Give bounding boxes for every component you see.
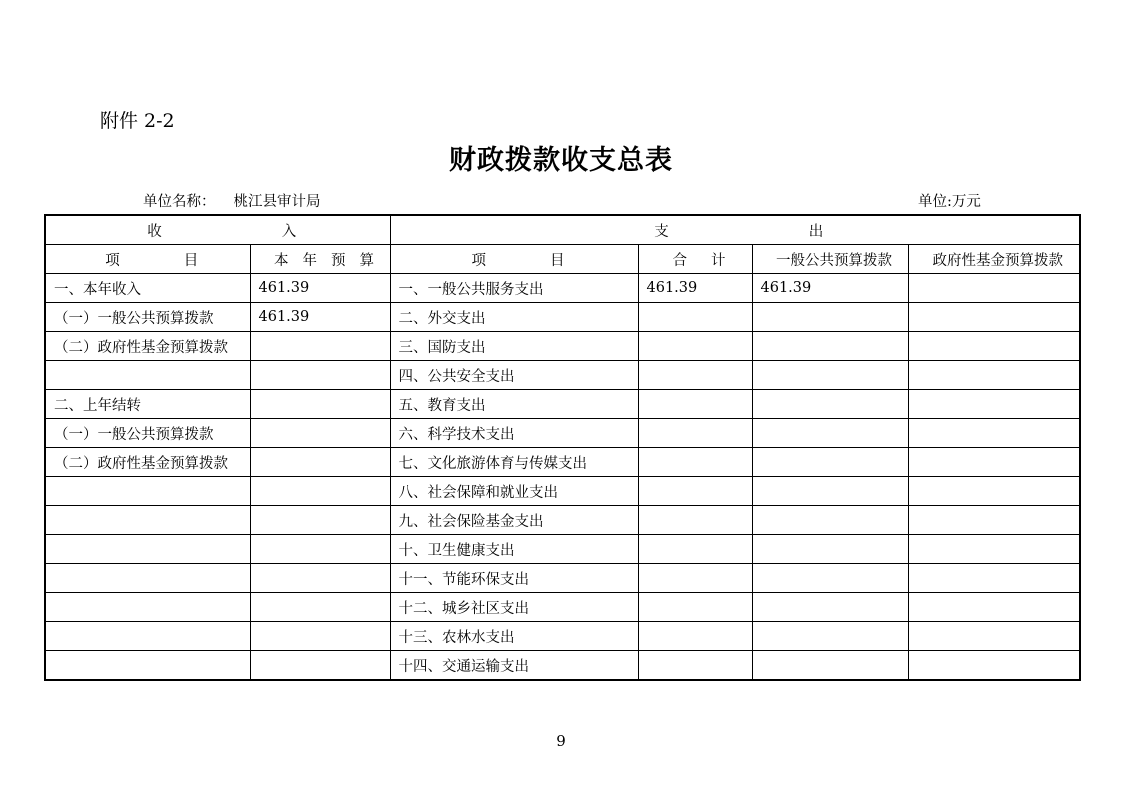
general-budget-header: 一般公共预算拨款 bbox=[752, 245, 908, 274]
expense-item-header: 项 目 bbox=[390, 245, 638, 274]
budget-cell bbox=[250, 506, 390, 535]
general-budget-cell bbox=[752, 332, 908, 361]
unit-name-label: 单位名称： bbox=[143, 194, 216, 210]
budget-cell bbox=[250, 535, 390, 564]
fund-budget-cell bbox=[908, 361, 1080, 390]
total-cell bbox=[638, 390, 752, 419]
budget-cell bbox=[250, 448, 390, 477]
general-budget-cell bbox=[752, 390, 908, 419]
income-item-cell bbox=[45, 593, 250, 622]
budget-cell bbox=[250, 477, 390, 506]
general-budget-cell bbox=[752, 303, 908, 332]
table-row bbox=[45, 274, 1080, 303]
total-cell bbox=[638, 564, 752, 593]
fund-budget-cell bbox=[908, 564, 1080, 593]
unit-name-value: 桃江县审计局 bbox=[233, 194, 321, 210]
income-item-cell bbox=[45, 361, 250, 390]
expense-group-header: 支 出 bbox=[390, 215, 1080, 245]
income-item-cell bbox=[45, 651, 250, 681]
fund-budget-cell bbox=[908, 419, 1080, 448]
total-cell bbox=[638, 593, 752, 622]
expense-item-cell: 六、科学技术支出 bbox=[390, 419, 638, 448]
table-row bbox=[45, 477, 1080, 506]
expense-item-cell: 十二、城乡社区支出 bbox=[390, 593, 638, 622]
general-budget-cell bbox=[752, 448, 908, 477]
budget-cell bbox=[250, 651, 390, 681]
general-budget-cell: 461.39 bbox=[752, 274, 908, 303]
expense-item-cell: 十、卫生健康支出 bbox=[390, 535, 638, 564]
general-budget-cell bbox=[752, 419, 908, 448]
income-item-cell: （一）一般公共预算拨款 bbox=[45, 303, 250, 332]
total-cell bbox=[638, 303, 752, 332]
fund-budget-cell bbox=[908, 477, 1080, 506]
total-cell bbox=[638, 332, 752, 361]
budget-table bbox=[44, 214, 1081, 681]
table-row bbox=[45, 303, 1080, 332]
expense-item-cell: 八、社会保障和就业支出 bbox=[390, 477, 638, 506]
table-row bbox=[45, 564, 1080, 593]
table-row bbox=[45, 593, 1080, 622]
fund-budget-cell bbox=[908, 332, 1080, 361]
expense-item-cell: 二、外交支出 bbox=[390, 303, 638, 332]
general-budget-cell bbox=[752, 622, 908, 651]
expense-item-cell: 五、教育支出 bbox=[390, 390, 638, 419]
expense-item-cell: 九、社会保险基金支出 bbox=[390, 506, 638, 535]
fund-budget-cell bbox=[908, 593, 1080, 622]
income-item-cell: 二、上年结转 bbox=[45, 390, 250, 419]
table-row bbox=[45, 361, 1080, 390]
total-cell bbox=[638, 535, 752, 564]
income-item-header: 项 目 bbox=[45, 245, 250, 274]
income-item-cell: （二）政府性基金预算拨款 bbox=[45, 448, 250, 477]
budget-cell bbox=[250, 332, 390, 361]
general-budget-cell bbox=[752, 506, 908, 535]
total-cell bbox=[638, 419, 752, 448]
table-row bbox=[45, 622, 1080, 651]
page-number: 9 bbox=[556, 732, 566, 750]
fund-budget-cell bbox=[908, 274, 1080, 303]
table-body bbox=[45, 274, 1080, 681]
fund-budget-header: 政府性基金预算拨款 bbox=[908, 245, 1080, 274]
budget-cell: 461.39 bbox=[250, 303, 390, 332]
budget-cell bbox=[250, 622, 390, 651]
budget-header: 本 年 预 算 bbox=[250, 245, 390, 274]
general-budget-cell bbox=[752, 651, 908, 681]
general-budget-cell bbox=[752, 535, 908, 564]
expense-item-cell: 四、公共安全支出 bbox=[390, 361, 638, 390]
table-row bbox=[45, 390, 1080, 419]
expense-item-cell: 十四、交通运输支出 bbox=[390, 651, 638, 681]
budget-cell bbox=[250, 390, 390, 419]
fund-budget-cell bbox=[908, 535, 1080, 564]
income-item-cell bbox=[45, 477, 250, 506]
total-header: 合 计 bbox=[638, 245, 752, 274]
fund-budget-cell bbox=[908, 651, 1080, 681]
general-budget-cell bbox=[752, 593, 908, 622]
table-row bbox=[45, 448, 1080, 477]
budget-cell bbox=[250, 564, 390, 593]
total-cell bbox=[638, 448, 752, 477]
total-cell: 461.39 bbox=[638, 274, 752, 303]
income-item-cell: （二）政府性基金预算拨款 bbox=[45, 332, 250, 361]
fund-budget-cell bbox=[908, 448, 1080, 477]
expense-item-cell: 一、一般公共服务支出 bbox=[390, 274, 638, 303]
fund-budget-cell bbox=[908, 506, 1080, 535]
expense-item-cell: 七、文化旅游体育与传媒支出 bbox=[390, 448, 638, 477]
income-item-cell: （一）一般公共预算拨款 bbox=[45, 419, 250, 448]
expense-item-cell: 十三、农林水支出 bbox=[390, 622, 638, 651]
fund-budget-cell bbox=[908, 390, 1080, 419]
fund-budget-cell bbox=[908, 303, 1080, 332]
total-cell bbox=[638, 361, 752, 390]
expense-item-cell: 三、国防支出 bbox=[390, 332, 638, 361]
table-row bbox=[45, 506, 1080, 535]
unit-measure: 单位:万元 bbox=[918, 194, 981, 210]
attachment-label: 附件 2-2 bbox=[100, 110, 175, 132]
table-row bbox=[45, 535, 1080, 564]
income-group-header: 收 入 bbox=[45, 215, 390, 245]
general-budget-cell bbox=[752, 564, 908, 593]
fund-budget-cell bbox=[908, 622, 1080, 651]
table-row bbox=[45, 332, 1080, 361]
income-item-cell bbox=[45, 535, 250, 564]
income-item-cell bbox=[45, 564, 250, 593]
budget-cell bbox=[250, 361, 390, 390]
table-row bbox=[45, 651, 1080, 681]
budget-cell bbox=[250, 593, 390, 622]
total-cell bbox=[638, 477, 752, 506]
total-cell bbox=[638, 622, 752, 651]
expense-item-cell: 十一、节能环保支出 bbox=[390, 564, 638, 593]
header-row-columns bbox=[45, 245, 1080, 274]
budget-cell: 461.39 bbox=[250, 274, 390, 303]
table-row bbox=[45, 419, 1080, 448]
page-title: 财政拨款收支总表 bbox=[449, 145, 673, 176]
income-item-cell bbox=[45, 622, 250, 651]
income-item-cell: 一、本年收入 bbox=[45, 274, 250, 303]
budget-cell bbox=[250, 419, 390, 448]
general-budget-cell bbox=[752, 361, 908, 390]
general-budget-cell bbox=[752, 477, 908, 506]
total-cell bbox=[638, 506, 752, 535]
unit-name-line bbox=[143, 190, 321, 211]
header-row-group bbox=[45, 215, 1080, 245]
total-cell bbox=[638, 651, 752, 681]
income-item-cell bbox=[45, 506, 250, 535]
